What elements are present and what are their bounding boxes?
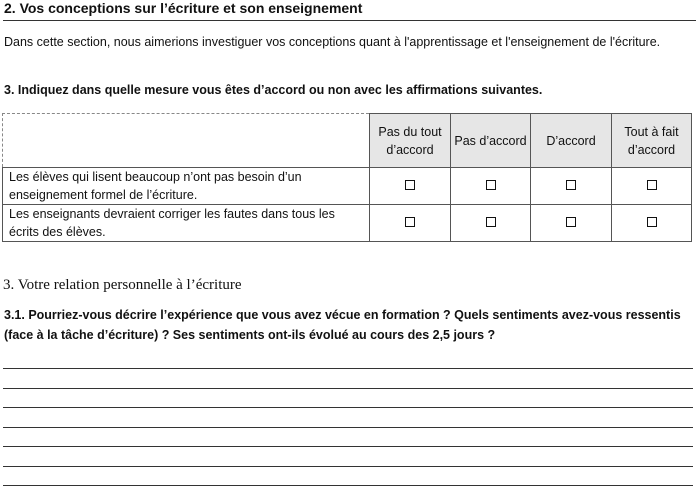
- column-header-daccord: D’accord: [531, 114, 612, 168]
- question-3-1-prompt: 3.1. Pourriez-vous décrire l’expérience que vous avez vécue en formation ? Quels sentiments avez-vous ressentis (face à la tâche d’écriture) ? Ses sentiments ont-ils évolué au cours des 2,5 jours ?: [4, 308, 681, 342]
- checkbox-row1-daccord[interactable]: [566, 180, 576, 190]
- answer-line: [3, 427, 693, 428]
- checkbox-row2-tout-a-fait-daccord[interactable]: [647, 217, 657, 227]
- answer-line: [3, 446, 693, 447]
- checkbox-row2-pas-du-tout-daccord[interactable]: [405, 217, 415, 227]
- cell-row1-col1: [370, 168, 451, 205]
- section-3-heading: 3. Votre relation personnelle à l’écriture: [3, 277, 242, 293]
- cell-row1-col2: [451, 168, 531, 205]
- cell-row1-col3: [531, 168, 612, 205]
- question-3-prompt: 3. Indiquez dans quelle mesure vous êtes d’accord ou non avec les affirmations suivantes.: [4, 83, 543, 97]
- statement-2: Les enseignants devraient corriger les fautes dans tous les écrits des élèves.: [3, 205, 370, 242]
- section-2-intro: Dans cette section, nous aimerions investiguer vos conceptions quant à l'apprentissage et l'enseignement de l'écriture.: [4, 35, 661, 49]
- answer-line: [3, 388, 693, 389]
- checkbox-row2-daccord[interactable]: [566, 217, 576, 227]
- cell-row2-col3: [531, 205, 612, 242]
- cell-row1-col4: [612, 168, 692, 205]
- answer-line: [3, 368, 693, 369]
- table-corner-cell: [3, 114, 370, 168]
- cell-row2-col2: [451, 205, 531, 242]
- section-2-heading: 2. Vos conceptions sur l’écriture et son enseignement: [4, 0, 363, 16]
- answer-line: [3, 485, 693, 486]
- answer-line: [3, 466, 693, 467]
- checkbox-row2-pas-daccord[interactable]: [486, 217, 496, 227]
- column-header-pas-daccord: Pas d’accord: [451, 114, 531, 168]
- checkbox-row1-pas-du-tout-daccord[interactable]: [405, 180, 415, 190]
- table-row: [3, 168, 692, 205]
- likert-table: [2, 113, 692, 242]
- column-header-tout-a-fait-daccord: Tout à fait d’accord: [612, 114, 692, 168]
- answer-line: [3, 407, 693, 408]
- checkbox-row1-tout-a-fait-daccord[interactable]: [647, 180, 657, 190]
- checkbox-row1-pas-daccord[interactable]: [486, 180, 496, 190]
- cell-row2-col4: [612, 205, 692, 242]
- section-divider: [3, 20, 696, 21]
- column-header-pas-du-tout-daccord: Pas du tout d’accord: [370, 114, 451, 168]
- table-row: [3, 205, 692, 242]
- cell-row2-col1: [370, 205, 451, 242]
- likert-header-row: [3, 114, 692, 168]
- statement-1: Les élèves qui lisent beaucoup n’ont pas besoin d’un enseignement formel de l’écriture.: [3, 168, 370, 205]
